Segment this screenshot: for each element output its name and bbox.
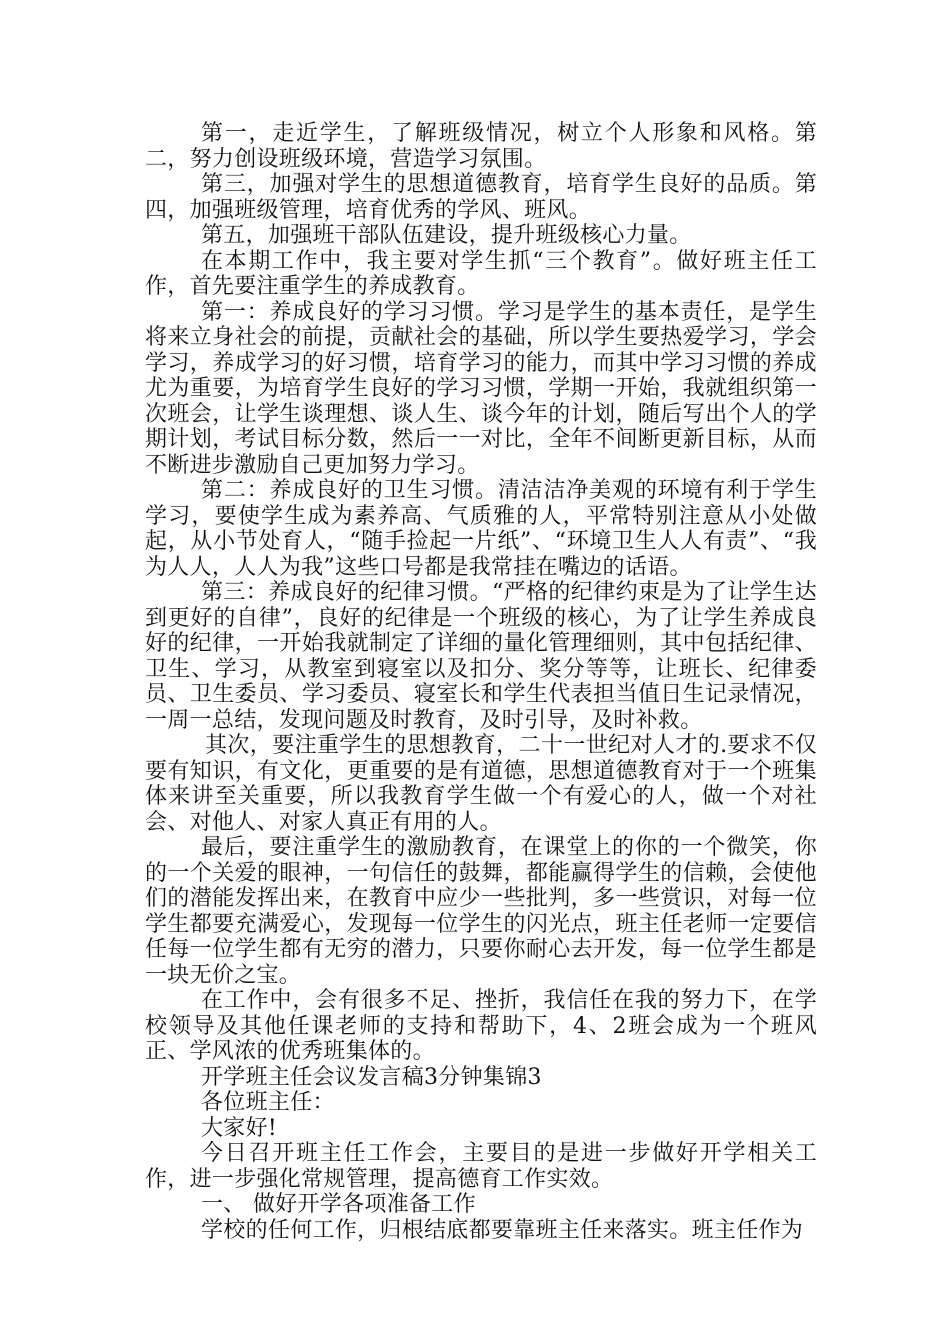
- document-body: [145, 121, 817, 1243]
- salutation: 各位班主任：: [201, 1090, 335, 1115]
- paragraph-1: 第一，走近学生，了解班级情况，树立个人形象和风格。第二，努力创设班级环境，营造学习氛围。: [145, 121, 817, 172]
- paragraph-7: 第三：养成良好的纪律习惯。“严格的纪律约束是为了让学生达到更好的自律”，良好的纪律是一个班级的核心，为了让学生养成良好的纪律，一开始我就制定了详细的量化管理细则，其中包括纪律、卫生、学习，从教室到寝室以及扣分、奖分等等，让班长、纪律委员、卫生委员、学习委员、寝室长和学生代表担当值日生记录情况，一周一总结，发现问题及时教育，及时引导，及时补救。: [145, 580, 817, 733]
- section-title: 开学班主任会议发言稿3分钟集锦3: [201, 1064, 542, 1090]
- paragraph-10: 在工作中，会有很多不足、挫折，我信任在我的努力下，在学校领导及其他任课老师的支持和帮助下，4、2班会成为一个班风正、学风浓的优秀班集体的。: [145, 988, 817, 1064]
- paragraph-2: 第三，加强对学生的思想道德教育，培育学生良好的品质。第四，加强班级管理，培育优秀的学风、班风。: [145, 172, 817, 223]
- greeting: 大家好!: [201, 1115, 278, 1141]
- paragraph-5: 第一：养成良好的学习习惯。学习是学生的基本责任，是学生将来立身社会的前提，贡献社会的基础，所以学生要热爱学习，学会学习，养成学习的好习惯，培育学习的能力，而其中学习习惯的养成尤为重要，为培育学生良好的学习习惯，学期一开始，我就组织第一次班会，让学生谈理想、谈人生、谈今年的计划，随后写出个人的学期计划，考试目标分数，然后一一对比，全年不间断更新目标，从而不断进步激励自己更加努力学习。: [145, 299, 817, 478]
- paragraph-9: 最后，要注重学生的激励教育，在课堂上的你的一个微笑，你的一个关爱的眼神，一句信任的鼓舞，都能赢得学生的信赖，会使他们的潜能发挥出来，在教育中应少一些批判，多一些赏识，对每一位学生都要充满爱心，发现每一位学生的闪光点，班主任老师一定要信任每一位学生都有无穷的潜力，只要你耐心去开发，每一位学生都是一块无价之宝。: [145, 835, 817, 988]
- paragraph-16: 学校的任何工作，归根结底都要靠班主任来落实。班主任作为: [201, 1217, 804, 1243]
- paragraph-8: 其次，要注重学生的思想教育，二十一世纪对人才的.要求不仅要有知识，有文化，更重要的是有道德，思想道德教育对于一个班集体来讲至关重要，所以我教育学生做一个有爱心的人，做一个对社会、对他人、对家人真正有用的人。: [145, 733, 817, 835]
- paragraph-4: 在本期工作中，我主要对学生抓“三个教育”。做好班主任工作，首先要注重学生的养成教育。: [145, 248, 817, 299]
- paragraph-3: 第五，加强班干部队伍建设，提升班级核心力量。: [201, 223, 692, 248]
- paragraph-6: 第二：养成良好的卫生习惯。清洁洁净美观的环境有利于学生学习，要使学生成为素养高、气质雅的人，平常特别注意从小处做起，从小节处育人，“随手捡起一片纸”、“环境卫生人人有责”、“我为人人，人人为我”这些口号都是我常挂在嘴边的话语。: [145, 478, 817, 580]
- subheading-1: 一、 做好开学各项准备工作: [201, 1192, 476, 1217]
- paragraph-14: 今日召开班主任工作会，主要目的是进一步做好开学相关工作，进一步强化常规管理，提高德育工作实效。: [145, 1141, 817, 1192]
